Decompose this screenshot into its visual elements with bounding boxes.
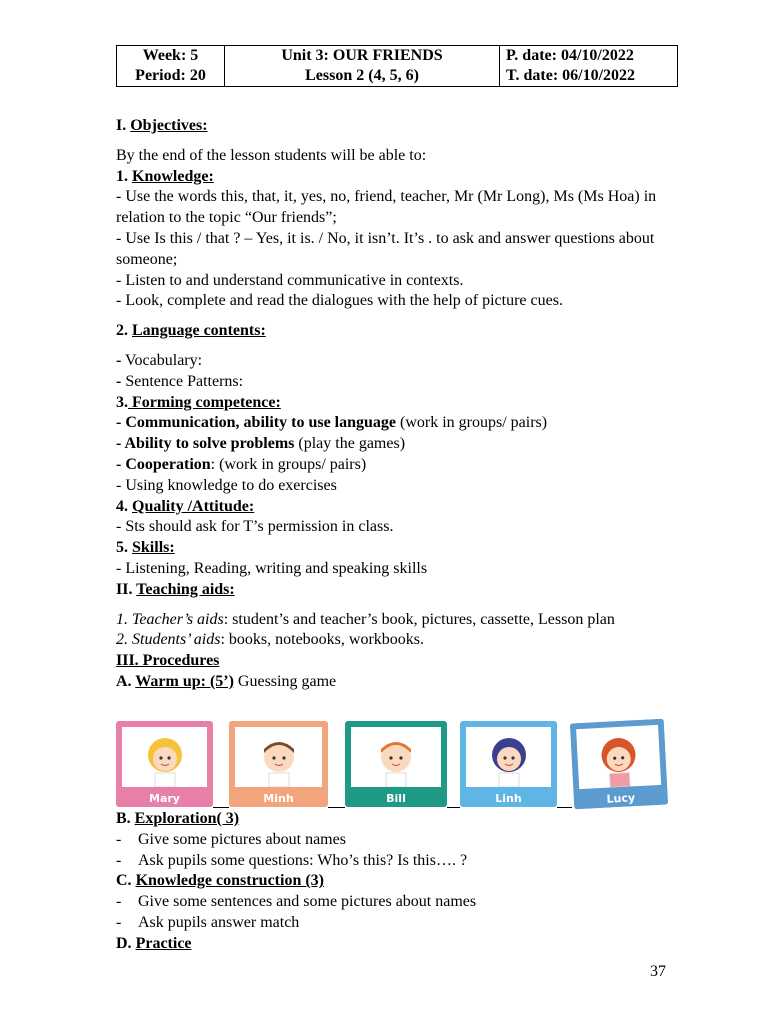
period-label: Period: 20: [135, 67, 206, 84]
student-aids: 2. Students’ aids: books, notebooks, workbooks.: [116, 631, 425, 649]
competence-item: - Cooperation: (work in groups/ pairs): [116, 455, 367, 473]
lesson-title: Lesson 2 (4, 5, 6): [305, 67, 419, 84]
knowledge-item: - Look, complete and read the dialogues with the help of picture cues.: [116, 292, 563, 310]
quality-heading: 4. Quality /Attitude:: [116, 497, 255, 515]
vocabulary-item: - Vocabulary:: [116, 351, 203, 369]
skills-heading: 5. Skills:: [116, 539, 175, 557]
knowledge-item: - Use the words this, that, it, yes, no, friend, teacher, Mr (Mr Long), Ms (Ms Hoa) in relation to the topic “Our friends”;: [116, 188, 657, 227]
knowledge-heading: 1. Knowledge:: [116, 167, 214, 185]
character-cards: [116, 721, 676, 811]
warm-up-heading: A. Warm up: (5’) Guessing game: [116, 672, 337, 690]
lesson-body-continued: [116, 809, 676, 955]
competence-item: - Communication, ability to use language (work in groups/ pairs): [116, 414, 548, 432]
exploration-item: - Give some pictures about names: [116, 830, 346, 848]
exploration-item: - Ask pupils some questions: Who’s this? Is this…. ?: [116, 851, 468, 869]
objectives-intro: By the end of the lesson students will be able to:: [116, 146, 427, 164]
competence-item: - Ability to solve problems (play the games): [116, 435, 406, 453]
exploration-heading: B. Exploration( 3): [116, 810, 240, 827]
dates-cell: [500, 46, 678, 87]
p-date: P. date: 04/10/2022: [506, 47, 634, 64]
card-bill: [345, 721, 447, 807]
boy-face-icon: [366, 733, 426, 787]
week-label: Week: 5: [142, 47, 199, 64]
practice-heading: D. Practice: [116, 934, 192, 952]
week-period-cell: [117, 46, 225, 87]
procedures-heading: III. Procedures: [116, 652, 220, 670]
lesson-body: [116, 116, 676, 693]
card-linh: [460, 721, 557, 807]
teacher-aids: 1. Teacher’s aids: student’s and teacher’s book, pictures, cassette, Lesson plan: [116, 610, 615, 628]
knowledge-construction-heading: C. Knowledge construction (3): [116, 872, 324, 890]
knowledge-construction-item: - Ask pupils answer match: [116, 913, 300, 931]
knowledge-item: - Use Is this / that ? – Yes, it is. / No, it isn’t. It’s . to ask and answer questions about someone;: [116, 229, 655, 268]
sentence-patterns-item: - Sentence Patterns:: [116, 372, 244, 390]
unit-lesson-cell: [225, 46, 500, 87]
page-number: 37: [650, 963, 666, 980]
quality-item: - Sts should ask for T’s permission in class.: [116, 518, 394, 536]
blank-line: [447, 807, 460, 808]
competence-item: - Using knowledge to do exercises: [116, 476, 337, 494]
card-name: Mary: [149, 792, 180, 805]
blank-line: [213, 807, 229, 808]
card-minh: [229, 721, 328, 807]
girl-face-icon: [587, 731, 650, 788]
card-name: Linh: [495, 792, 522, 805]
card-name: Lucy: [606, 791, 636, 806]
blank-line: [557, 807, 572, 808]
card-mary: [116, 721, 213, 807]
girl-face-icon: [135, 733, 195, 787]
teaching-aids-heading: II. Teaching aids:: [116, 580, 235, 598]
forming-competence-heading: 3. Forming competence:: [116, 393, 281, 411]
girl-face-icon: [479, 733, 539, 787]
card-name: Bill: [386, 792, 406, 805]
card-lucy: [570, 719, 668, 810]
knowledge-item: - Listen to and understand communicative in contexts.: [116, 271, 464, 289]
blank-line: [328, 807, 345, 808]
boy-face-icon: [249, 733, 309, 787]
language-contents-heading: 2. Language contents:: [116, 322, 266, 340]
objectives-heading: I. Objectives:: [116, 117, 208, 134]
knowledge-construction-item: - Give some sentences and some pictures about names: [116, 893, 477, 911]
t-date: T. date: 06/10/2022: [506, 67, 636, 84]
skills-item: - Listening, Reading, writing and speaking skills: [116, 559, 428, 577]
card-name: Minh: [263, 792, 294, 805]
unit-title: Unit 3: OUR FRIENDS: [281, 47, 443, 64]
lesson-header-table: [116, 45, 678, 87]
